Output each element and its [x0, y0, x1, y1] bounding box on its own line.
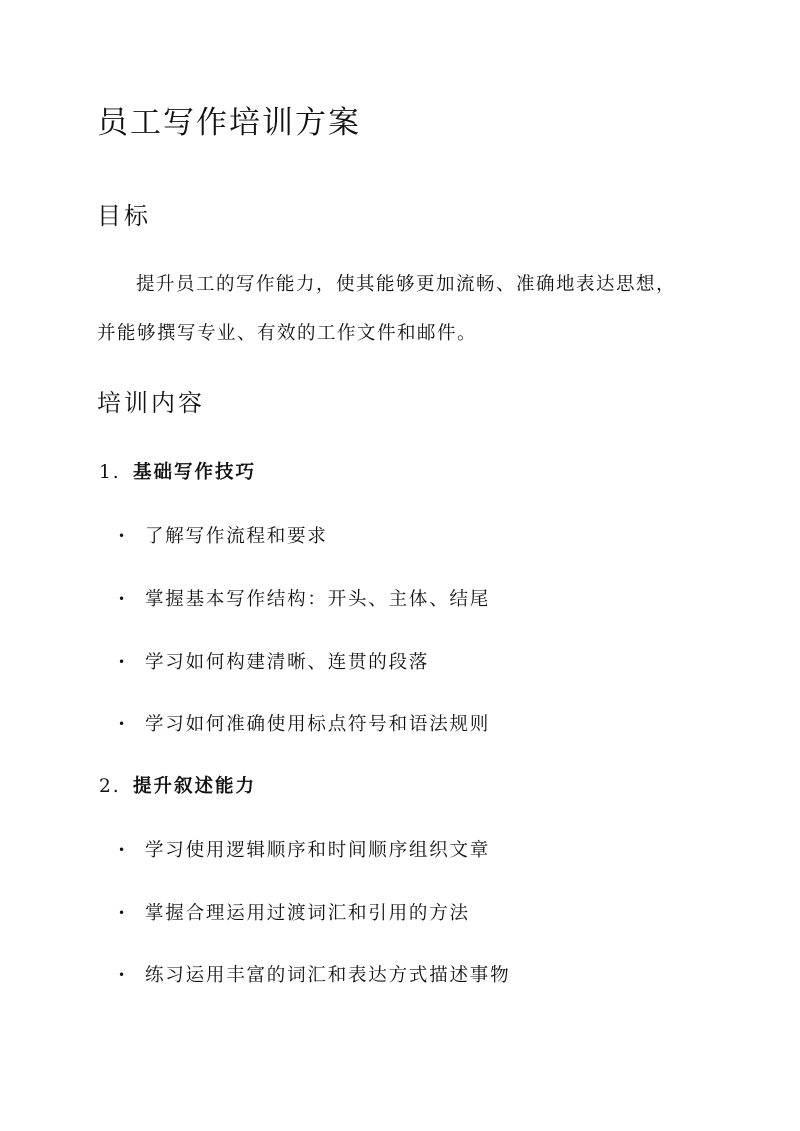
list-item	[118, 522, 328, 548]
subsection-title: 基础写作技巧	[133, 462, 257, 483]
list-item	[118, 836, 490, 862]
subsection-heading-2	[99, 772, 256, 798]
bullet-icon: •	[118, 968, 127, 982]
list-item	[118, 899, 470, 925]
subsection-title: 提升叙述能力	[133, 776, 257, 797]
subsection-number: 2.	[99, 776, 121, 797]
bullet-icon: •	[118, 843, 127, 857]
subsection-heading-1	[99, 458, 256, 484]
bullet-icon: •	[118, 906, 127, 920]
subsection-number: 1.	[99, 462, 121, 483]
section-heading-training-content: 培训内容	[97, 389, 205, 417]
list-item-text: 练习运用丰富的词汇和表达方式描述事物	[145, 965, 511, 986]
list-item-text: 掌握基本写作结构：开头、主体、结尾	[145, 589, 491, 610]
list-item	[118, 961, 510, 987]
list-item-text: 了解写作流程和要求	[145, 526, 328, 547]
bullet-icon: •	[118, 717, 127, 731]
list-item-text: 学习如何构建清晰、连贯的段落	[145, 652, 430, 673]
section-heading-goal: 目标	[97, 202, 151, 230]
bullet-icon: •	[118, 529, 127, 543]
paragraph-goal-line-2: 并能够撰写专业、有效的工作文件和邮件。	[97, 323, 478, 344]
list-item-text: 掌握合理运用过渡词汇和引用的方法	[145, 903, 470, 924]
list-item-text: 学习如何准确使用标点符号和语法规则	[145, 714, 491, 735]
bullet-icon: •	[118, 655, 127, 669]
paragraph-goal-line-1: 提升员工的写作能力，使其能够更加流畅、准确地表达思想，	[136, 274, 677, 295]
list-item	[118, 585, 490, 611]
page-title: 员工写作培训方案	[97, 105, 361, 141]
bullet-icon: •	[118, 592, 127, 606]
list-item	[118, 710, 490, 736]
list-item	[118, 648, 429, 674]
list-item-text: 学习使用逻辑顺序和时间顺序组织文章	[145, 840, 491, 861]
